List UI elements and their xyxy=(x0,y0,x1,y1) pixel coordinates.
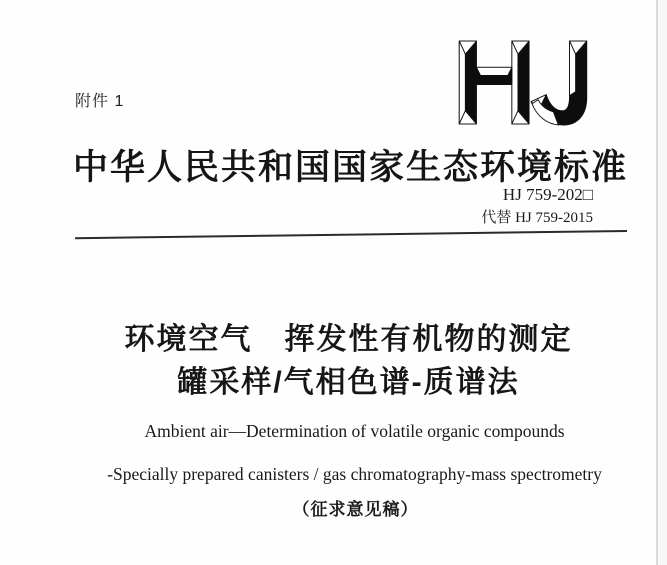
standard-title-en-line1: Ambient air—Determination of volatile organic compounds xyxy=(144,421,565,441)
hj-logo-icon xyxy=(458,39,588,126)
standard-title-en-line2: -Specially prepared canisters / gas chromatography-mass spectrometry xyxy=(107,464,602,484)
draft-for-comments-note: （征求意见稿） xyxy=(292,500,419,519)
standard-title-cn-line1: 环境空气 挥发性有机物的测定 xyxy=(124,323,573,356)
standard-number: HJ 759-202□ xyxy=(502,185,593,204)
standard-title-cn-line2: 罐采样/气相色谱-质谱法 xyxy=(177,366,520,399)
header-rule xyxy=(75,230,627,239)
replaces-standard-label: 代替 HJ 759-2015 xyxy=(481,210,593,226)
scan-margin xyxy=(658,0,667,565)
attachment-label: 附件 1 xyxy=(75,93,125,110)
national-standard-title: 中华人民共和国国家生态环境标准 xyxy=(73,148,629,187)
